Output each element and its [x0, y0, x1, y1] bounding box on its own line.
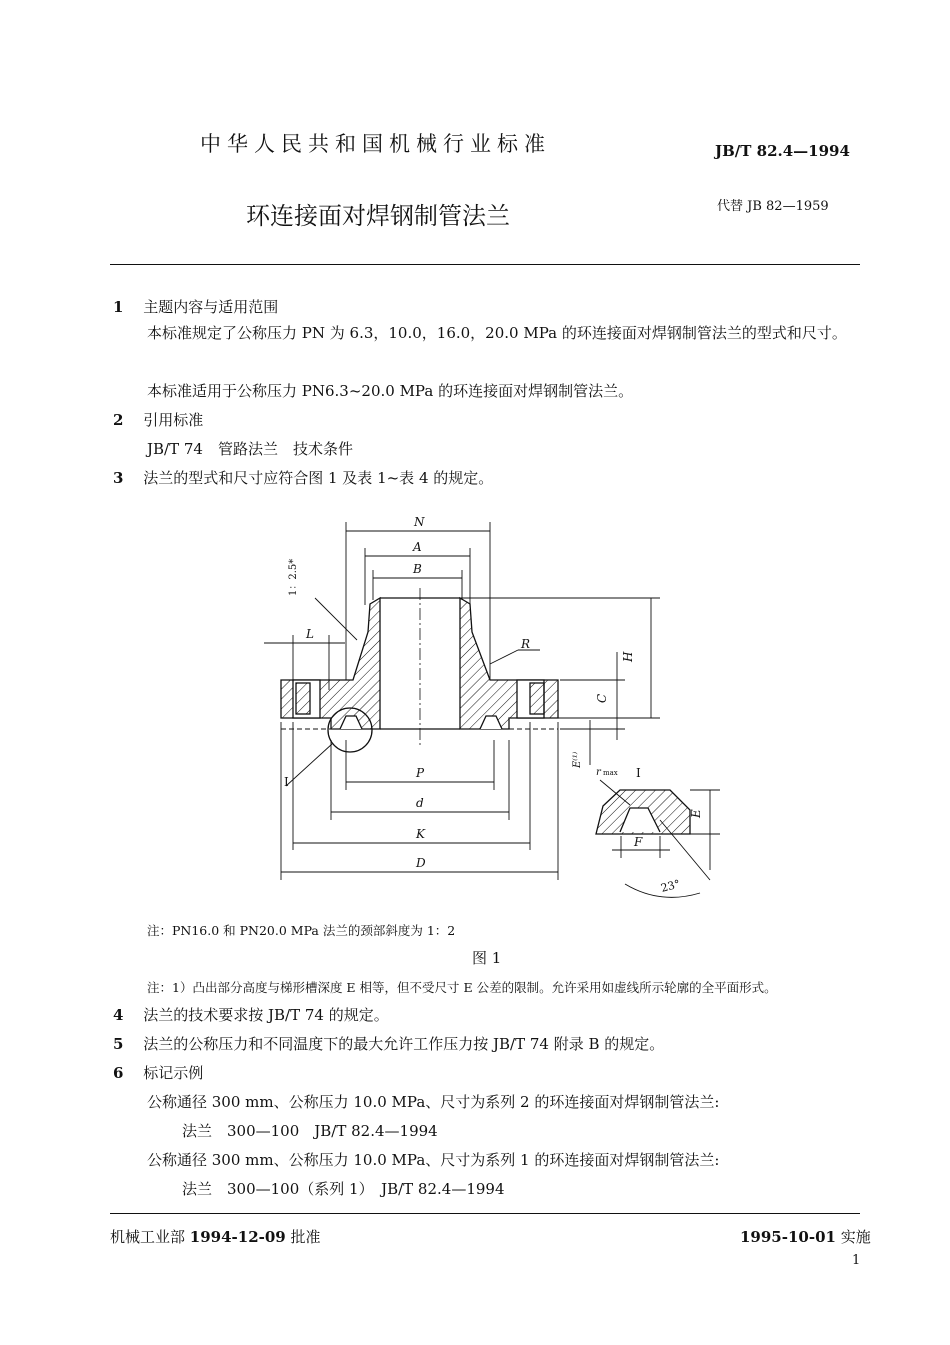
dim-D: D [416, 856, 426, 870]
approval [110, 1226, 321, 1247]
dim-r: r [596, 767, 601, 778]
section-2-reference: JB/T 74 管路法兰 技术条件 [147, 440, 353, 458]
section-1-paragraph-1: 本标准规定了公称压力 PN 为 6.3，10.0，16.0，20.0 MPa 的环连接面对焊钢制管法兰的型式和尺寸。 [147, 324, 847, 342]
dim-r-max: max [603, 769, 618, 777]
example-2-marking: 法兰 300—100（系列 1） JB/T 82.4—1994 [182, 1180, 505, 1198]
document-title: 环连接面对焊钢制管法兰 [246, 202, 510, 230]
section-4-heading [113, 1005, 389, 1025]
issuer: 机械工业部 [110, 1228, 186, 1246]
approve-label: 批准 [290, 1228, 321, 1246]
dim-R: R [521, 637, 531, 651]
section-5-heading [113, 1034, 664, 1054]
section-number: 1 [113, 298, 124, 316]
section-number: 2 [113, 411, 124, 429]
figure-footnote: 注：1）凸出部分高度与梯形槽深度 E 相等，但不受尺寸 E 公差的限制。允许采用如虚线所示轮廓的全平面形式。 [147, 980, 777, 995]
figure-caption: 图 1 [472, 949, 502, 967]
dim-K: K [416, 827, 425, 841]
dim-E: E [689, 809, 703, 818]
section-number: 6 [113, 1064, 124, 1082]
dim-B: B [413, 562, 422, 576]
section-number: 3 [113, 469, 124, 487]
dim-d: d [416, 796, 424, 810]
footer-rule [110, 1213, 860, 1214]
example-1-marking: 法兰 300—100 JB/T 82.4—1994 [182, 1122, 438, 1140]
dim-F: F [634, 835, 643, 849]
detail-label: I [284, 775, 289, 789]
example-2-description: 公称通径 300 mm、公称压力 10.0 MPa、尺寸为系列 1 的环连接面对焊钢制管法兰: [147, 1151, 720, 1169]
replaces-note: 代替 JB 82—1959 [717, 199, 829, 214]
standard-name: 中华人民共和国机械行业标准 [200, 132, 551, 156]
example-1-description: 公称通径 300 mm、公称压力 10.0 MPa、尺寸为系列 2 的环连接面对焊钢制管法兰: [147, 1093, 720, 1111]
approve-date: 1994-12-09 [189, 1228, 286, 1246]
section-heading-text: 法兰的公称压力和不同温度下的最大允许工作压力按 JB/T 74 附录 B 的规定。 [143, 1035, 665, 1053]
section-number: 4 [113, 1006, 124, 1024]
section-heading-text: 主题内容与适用范围 [143, 298, 279, 316]
implementation [740, 1226, 871, 1247]
impl-label: 实施 [840, 1228, 871, 1246]
page-number: 1 [852, 1253, 861, 1268]
dim-A: A [413, 540, 422, 554]
dim-slope: 1：2.5* [288, 558, 299, 596]
standard-code: JB/T 82.4—1994 [715, 142, 850, 160]
dim-P: P [416, 766, 425, 780]
section-heading-text: 法兰的型式和尺寸应符合图 1 及表 1~表 4 的规定。 [143, 469, 494, 487]
dim-H: H [621, 651, 635, 662]
dim-N: N [414, 515, 425, 529]
detail-ref-label: I [636, 766, 641, 780]
dim-C: C [595, 693, 609, 703]
dim-L: L [306, 627, 314, 641]
section-heading-text: 标记示例 [143, 1064, 204, 1082]
section-6-heading [113, 1063, 203, 1083]
section-heading-text: 引用标准 [143, 411, 204, 429]
section-1-paragraph-2: 本标准适用于公称压力 PN6.3~20.0 MPa 的环连接面对焊钢制管法兰。 [147, 382, 634, 400]
impl-date: 1995-10-01 [740, 1228, 836, 1246]
dim-E1: E⁽¹⁾ [572, 751, 583, 768]
figure-slope-note: 注：PN16.0 和 PN20.0 MPa 法兰的颈部斜度为 1：2 [147, 923, 456, 938]
section-heading-text: 法兰的技术要求按 JB/T 74 的规定。 [143, 1006, 389, 1024]
section-number: 5 [113, 1035, 124, 1053]
dim-angle: 23° [659, 877, 682, 895]
